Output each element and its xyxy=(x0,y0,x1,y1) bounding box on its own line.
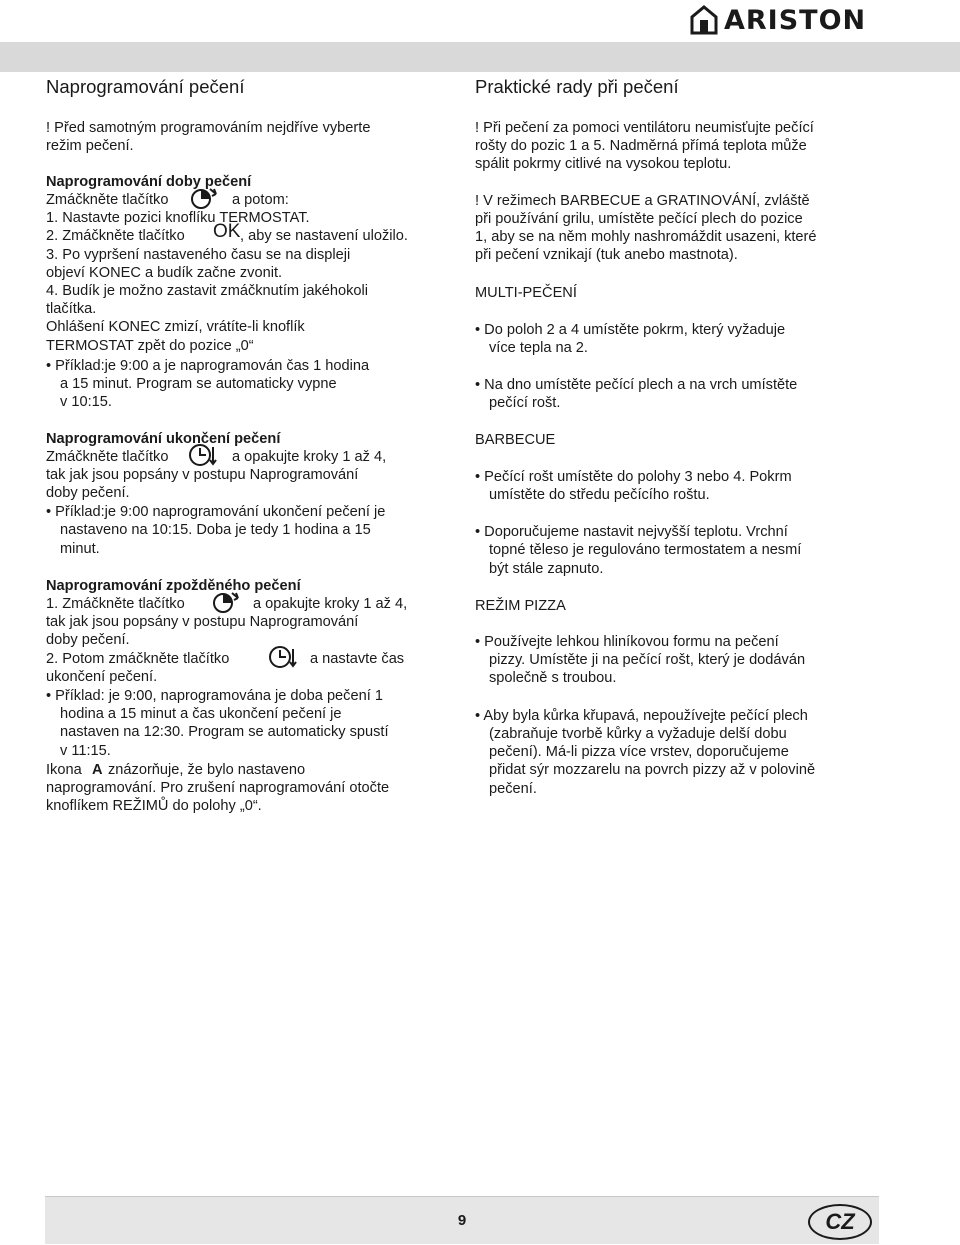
left-text-line: TERMOSTAT zpět do pozice „0“ xyxy=(46,338,254,354)
right-text-line: rošty do pozic 1 a 5. Nadměrná přímá teplota může xyxy=(475,138,807,154)
bullet-line: • Pečící rošt umístěte do polohy 3 nebo 4. Pokrm xyxy=(475,469,792,485)
left-text-line: tak jak jsou popsány v postupu Naprogramování xyxy=(46,467,359,483)
right-text-line: ! Při pečení za pomoci ventilátoru neumisťujte pečící xyxy=(475,120,814,136)
left-text-line: knoflíkem REŽIMŮ do polohy „0“. xyxy=(46,798,262,814)
bullet-line: nastaven na 12:30. Program se automaticky spustí xyxy=(60,724,389,740)
left-text-line: 4. Budík je možno zastavit zmáčknutím jakéhokoli xyxy=(46,283,369,299)
bullet-line: • Aby byla kůrka křupavá, nepoužívejte pečící plech xyxy=(475,708,808,724)
left-text-line: 1. Zmáčkněte tlačítko xyxy=(46,596,185,612)
bullet-line: • Do poloh 2 a 4 umístěte pokrm, který vyžaduje xyxy=(475,322,786,338)
end-time-clock-icon xyxy=(188,441,218,469)
bullet-line: v 10:15. xyxy=(60,394,112,410)
bullet-line: • Příklad: je 9:00, naprogramována je doba pečení 1 xyxy=(46,688,383,704)
left-text-line: a opakujte kroky 1 až 4, xyxy=(232,449,387,465)
house-logo-icon xyxy=(690,5,718,35)
bullet-line: přidat sýr mozzarelu na povrch pizzy až v polovině xyxy=(489,762,816,778)
left-title: Naprogramování pečení xyxy=(46,76,245,97)
bullet-line: topné těleso je regulováno termostatem a nesmí xyxy=(489,542,802,558)
right-text-line: ! V režimech BARBECUE a GRATINOVÁNÍ, zvláště xyxy=(475,193,810,209)
left-p1-line: ! Před samotným programováním nejdříve vyberte xyxy=(46,120,371,136)
bullet-line: v 11:15. xyxy=(60,743,111,759)
left-text-line: a potom: xyxy=(232,192,289,208)
left-text-line: Ohlášení KONEC zmizí, vrátíte-li knoflík xyxy=(46,319,305,335)
left-text-line: Zmáčkněte tlačítko xyxy=(46,192,169,208)
right-text-line: při pečení vznikají (tuk anebo mastnota). xyxy=(475,247,738,263)
bullet-line: umístěte do středu pečícího roštu. xyxy=(489,487,710,503)
left-text-line: 2. Zmáčkněte tlačítko xyxy=(46,228,185,244)
left-text-line: doby pečení. xyxy=(46,485,130,501)
bullet-line: více tepla na 2. xyxy=(489,340,588,356)
right-text-line: spálit pokrmy citlivé na vysokou teplotu. xyxy=(475,156,732,172)
right-text-line: při používání grilu, umístěte pečící plech do pozice xyxy=(475,211,803,227)
bullet-line: a 15 minut. Program se automaticky vypne xyxy=(60,376,337,392)
page-number: 9 xyxy=(457,1212,467,1229)
section-heading-multi: MULTI-PEČENÍ xyxy=(475,285,577,301)
brand-logo xyxy=(690,4,866,36)
bullet-line: • Na dno umístěte pečící plech a na vrch umístěte xyxy=(475,377,798,393)
brand-name: ARISTON xyxy=(724,4,867,36)
left-text-line: a nastavte čas xyxy=(310,651,405,667)
bullet-line: být stále zapnuto. xyxy=(489,561,604,577)
bullet-line: • Doporučujeme nastavit nejvyšší teplotu. Vrchní xyxy=(475,524,788,540)
ok-button-label: OK xyxy=(213,221,241,242)
left-text-line: 3. Po vypršení nastaveného času se na displeji xyxy=(46,247,351,263)
bullet-line: pizzy. Umístěte ji na pečící rošt, který je dodáván xyxy=(489,652,806,668)
left-text-line: 1. Nastavte pozici knoflíku TERMOSTAT. xyxy=(46,210,310,226)
right-title: Praktické rady při pečení xyxy=(475,76,679,97)
bullet-line: pečící rošt. xyxy=(489,395,561,411)
bullet-line: (zabraňuje tvorbě kůrky a vyžaduje delší dobu xyxy=(489,726,787,742)
bullet-line: minut. xyxy=(60,541,100,557)
section-heading-pizza: REŽIM PIZZA xyxy=(475,598,566,614)
cooking-time-clock-icon xyxy=(190,184,218,212)
bullet-line: pečení. xyxy=(489,781,537,797)
section-heading-delayed: Naprogramování zpožděného pečení xyxy=(46,578,301,594)
bullet-line: • Příklad:je 9:00 naprogramování ukončení pečení je xyxy=(46,504,386,520)
left-text-line: , aby se nastavení uložilo. xyxy=(240,228,408,244)
page-footer xyxy=(45,1196,879,1244)
left-text-line: tak jak jsou popsány v postupu Naprogramování xyxy=(46,614,359,630)
left-text-line: a opakujte kroky 1 až 4, xyxy=(253,596,408,612)
left-text-line: Zmáčkněte tlačítko xyxy=(46,449,169,465)
header-bar xyxy=(0,42,960,72)
section-heading-end: Naprogramování ukončení pečení xyxy=(46,431,281,447)
indicator-a-label: A xyxy=(92,762,103,778)
left-text-line: objeví KONEC a budík začne zvonit. xyxy=(46,265,283,281)
right-text-line: 1, aby se na něm mohly nashromáždit usazeni, které xyxy=(475,229,817,245)
bullet-line: společně s troubou. xyxy=(489,670,617,686)
left-p1-line: režim pečení. xyxy=(46,138,134,154)
language-badge: CZ xyxy=(808,1204,872,1240)
bullet-line: • Používejte lehkou hliníkovou formu na pečení xyxy=(475,634,779,650)
bullet-line: pečení). Má-li pizza více vrstev, doporučujeme xyxy=(489,744,789,760)
section-heading-duration: Naprogramování doby pečení xyxy=(46,174,252,190)
left-text-line: Ikona xyxy=(46,762,82,778)
section-heading-barbecue: BARBECUE xyxy=(475,432,556,448)
left-text-line: naprogramování. Pro zrušení naprogramování otočte xyxy=(46,780,390,796)
left-text-line: znázorňuje, že bylo nastaveno xyxy=(108,762,306,778)
left-text-line: ukončení pečení. xyxy=(46,669,158,685)
end-time-clock-icon xyxy=(268,643,298,671)
bullet-line: hodina a 15 minut a čas ukončení pečení je xyxy=(60,706,342,722)
left-text-line: doby pečení. xyxy=(46,632,130,648)
left-text-line: tlačítka. xyxy=(46,301,97,317)
left-text-line: 2. Potom zmáčkněte tlačítko xyxy=(46,651,230,667)
bullet-line: • Příklad:je 9:00 a je naprogramován čas 1 hodina xyxy=(46,358,370,374)
bullet-line: nastaveno na 10:15. Doba je tedy 1 hodina a 15 xyxy=(60,522,371,538)
cooking-time-clock-icon xyxy=(212,588,240,616)
